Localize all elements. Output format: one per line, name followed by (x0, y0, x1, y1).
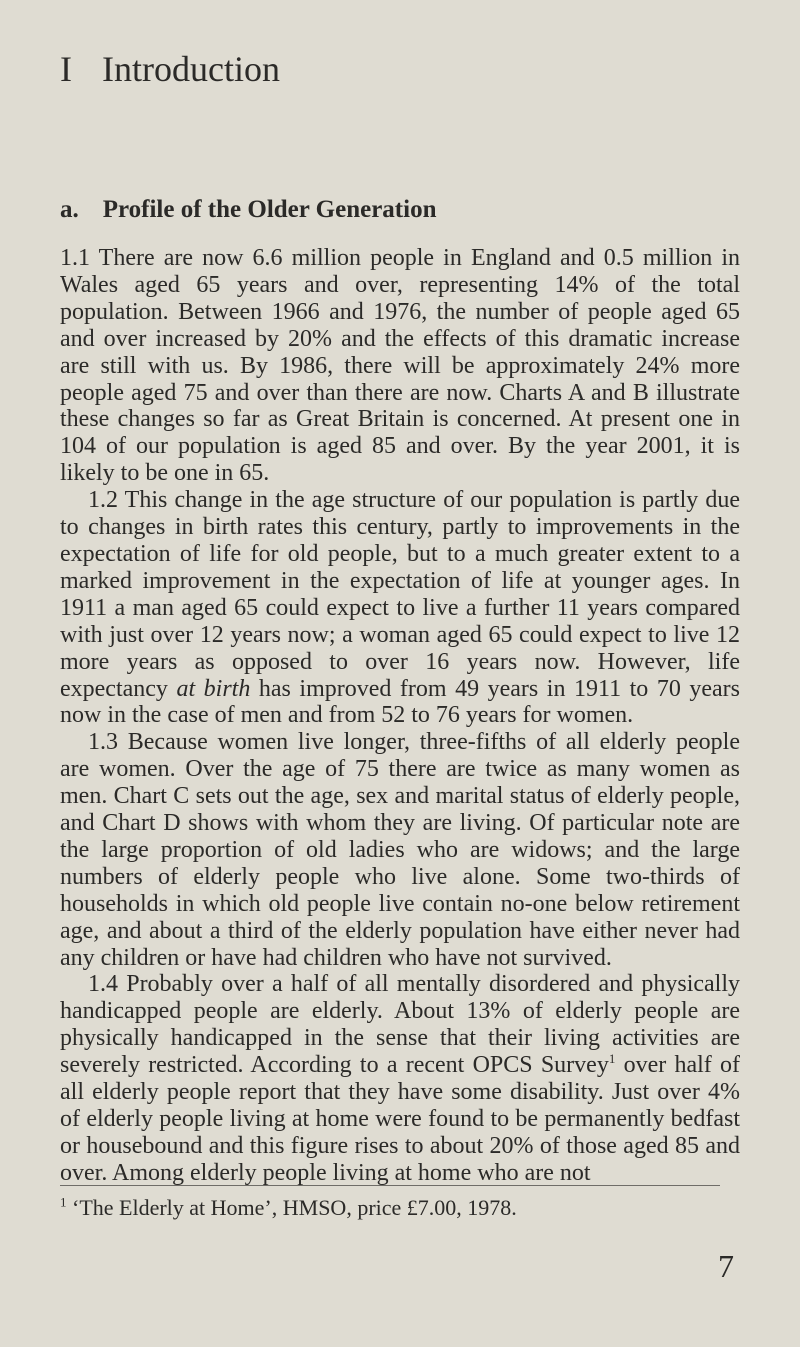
chapter-heading (60, 48, 280, 90)
paragraph-1-4-text-b: over half of all elderly people report that they have some disability. Just over 4% of elderly people living at home were found to be permanently bedfast or housebound and this figure rises to about 20% of those aged 85 and over. Among elderly people living at home who are not (60, 1052, 741, 1186)
paragraph-1-4-text-a: 1.4 Probably over a half of all mentally disordered and physically handicapped people are elderly. About 13% of elderly people are physically handicapped in the sense that their living activities are severely restricted. According to a recent OPCS Survey (60, 971, 740, 1079)
section-title: Profile of the Older Generation (102, 196, 437, 223)
paragraph-1-1: 1.1 There are now 6.6 million people in England and 0.5 million in Wales aged 65 years and over, representing 14% of the total population. Between 1966 and 1976, the number of people aged 65 and over increased by 20% and the effects of this dramatic increase are still with us. By 1986, there will be approximately 24% more people aged 75 and over than there are now. Charts A and B illustrate these changes so far as Great Britain is concerned. At present one in 104 of our population is aged 85 and over. By the year 2001, it is likely to be one in 65. (60, 245, 740, 487)
paragraph-1-2-text-a: 1.2 This change in the age structure of our population is partly due to changes in birth rates this century, partly to improvements in the expectation of life for old people, but to a much greater extent to a marked improvement in the expectation of life at younger ages. In 1911 a man aged 65 could expect to live a further 11 years compared with just over 12 years now; a woman aged 65 could expect to live 12 more years as opposed to over 16 years now. However, life expectancy (60, 487, 740, 702)
paragraph-1-3: 1.3 Because women live longer, three-fifths of all elderly people are women. Over the age of 75 there are twice as many women as men. Chart C sets out the age, sex and marital status of elderly people, and Chart D shows with whom they are living. Of particular note are the large proportion of old ladies who are widows; and the large numbers of elderly people who live alone. Some two-thirds of households in which old people live contain no-one below retirement age, and about a third of the elderly population have either never had any children or have had children who have not survived. (60, 729, 740, 971)
footnote (60, 1195, 740, 1221)
paragraph-1-2-italic: at birth (176, 675, 251, 702)
paragraph-1-2 (60, 487, 740, 729)
footnote-reference: 1 (608, 1051, 616, 1067)
section-heading (60, 196, 436, 224)
footnote-divider (60, 1185, 720, 1186)
body-text (60, 245, 740, 1187)
section-letter: a. (60, 196, 79, 223)
footnote-marker: 1 (60, 1194, 67, 1210)
paragraph-1-4 (60, 971, 740, 1186)
page-number: 7 (718, 1248, 734, 1284)
footnote-text: ‘The Elderly at Home’, HMSO, price £7.00, 1978. (66, 1195, 517, 1220)
chapter-title: Introduction (102, 49, 280, 89)
chapter-number: I (60, 49, 72, 89)
paragraph-1-2-text-b: has improved from 49 years in 1911 to 70 years now in the case of men and from 52 to 76 years for women. (60, 675, 740, 729)
